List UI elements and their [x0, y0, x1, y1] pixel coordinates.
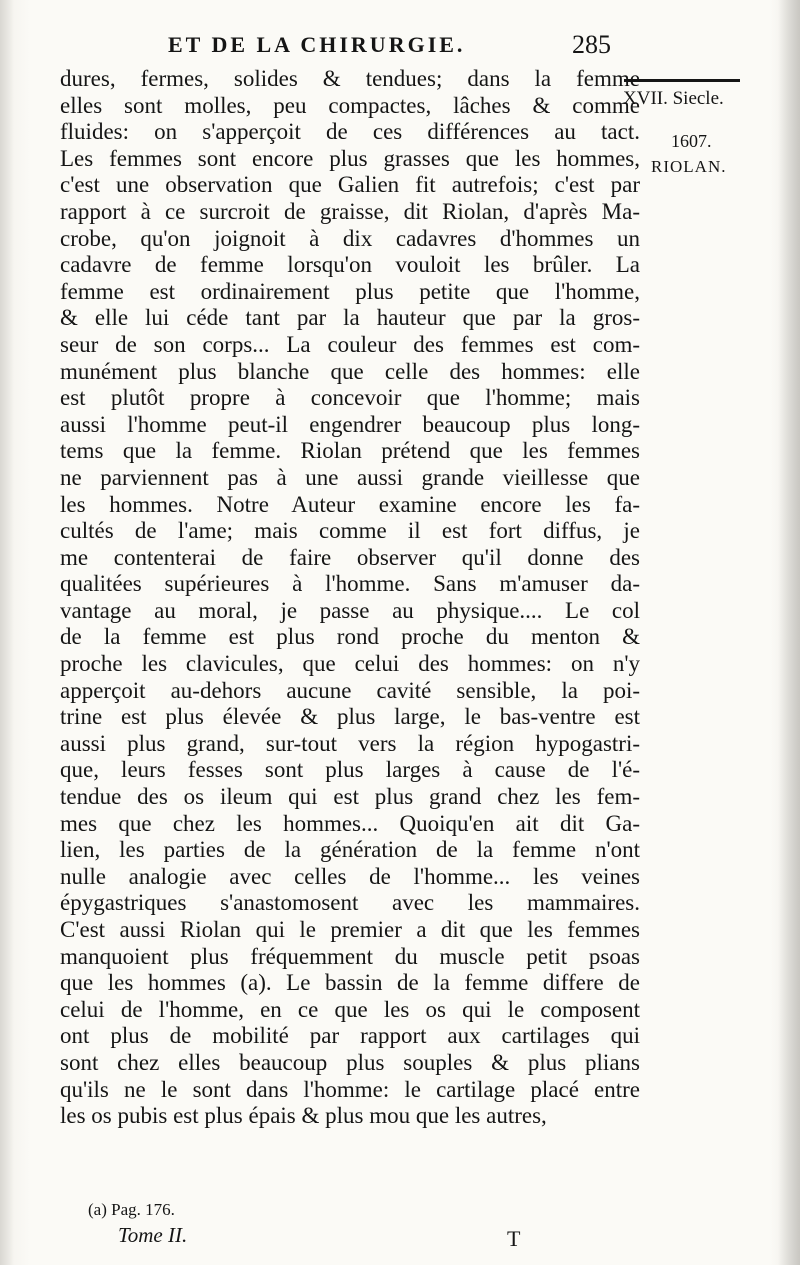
margin-note-year: 1607. — [671, 131, 712, 151]
text-line: vantage au moral, je passe au physique.... Le col — [60, 597, 640, 623]
text-line: aussi plus grand, sur-tout vers la région hypogastri- — [60, 730, 640, 756]
text-line: proche les clavicules, que celui des hommes: on n'y — [60, 651, 640, 677]
text-line: munément plus blanche que celle des hommes: elle — [60, 358, 640, 384]
text-line: tendue des os ileum qui est plus grand chez les fem- — [60, 784, 640, 810]
page-gutter-shadow — [0, 0, 14, 1265]
text-line: nulle analogie avec celles de l'homme... les veines — [60, 863, 640, 889]
text-line: épygastriques s'anastomosent avec les mammaires. — [60, 890, 640, 916]
footnote: (a) Pag. 176. — [88, 1200, 175, 1219]
text-line: trine est plus élevée & plus large, le bas-ventre est — [60, 704, 640, 730]
text-line: manquoient plus fréquemment du muscle petit psoas — [60, 943, 640, 969]
margin-note-name: RIOLAN. — [651, 157, 727, 176]
text-line: dures, fermes, solides & tendues; dans la femme — [60, 66, 640, 91]
text-line: me contenterai de faire observer qu'il donne des — [60, 544, 640, 570]
text-line: les os pubis est plus épais & plus mou que les autres, — [60, 1103, 547, 1129]
text-line: C'est aussi Riolan qui le premier a dit que les femmes — [60, 917, 640, 942]
text-line: lien, les parties de la génération de la femme n'ont — [60, 837, 640, 863]
page-edge-shadow — [778, 0, 800, 1265]
text-line: fluides: on s'apperçoit de ces différences au tact. — [60, 119, 640, 145]
text-line: crobe, qu'on joignoit à dix cadavres d'hommes un — [60, 225, 640, 251]
margin-note-century: XVII. Siecle. — [623, 88, 724, 109]
text-line: ont plus de mobilité par rapport aux cartilages qui — [60, 1023, 640, 1049]
text-line: que, leurs fesses sont plus larges à cause de l'é- — [60, 757, 640, 783]
running-title: ET DE LA CHIRURGIE. — [168, 32, 466, 57]
text-line: sont chez elles beaucoup plus souples & plus plians — [60, 1049, 640, 1075]
text-line: mes que chez les hommes... Quoiqu'en ait dit Ga- — [60, 810, 640, 836]
text-line: c'est une observation que Galien fit autrefois; c'est par — [60, 172, 640, 198]
text-line: ne parviennent pas à une aussi grande vieillesse que — [60, 464, 640, 490]
text-line: qu'ils ne le sont dans l'homme: le cartilage placé entre — [60, 1076, 640, 1102]
text-line: tems que la femme. Riolan prétend que les femmes — [60, 438, 640, 464]
text-line: aussi l'homme peut-il engendrer beaucoup plus long- — [60, 411, 640, 437]
text-line: apperçoit au-dehors aucune cavité sensible, la poi- — [60, 677, 640, 703]
text-line: cultés de l'ame; mais comme il est fort diffus, je — [60, 518, 640, 544]
text-line: femme est ordinairement plus petite que l'homme, — [60, 278, 640, 304]
volume-label: Tome II. — [118, 1223, 188, 1247]
signature-mark: T — [507, 1226, 521, 1251]
text-line: cadavre de femme lorsqu'on vouloit les brûler. La — [60, 252, 640, 278]
text-line: de la femme est plus rond proche du menton & — [60, 624, 640, 650]
text-line: seur de son corps... La couleur des femmes est com- — [60, 331, 640, 357]
text-line: que les hommes (a). Le bassin de la femme differe de — [60, 970, 640, 996]
text-line: qualitées supérieures à l'homme. Sans m'amuser da- — [60, 571, 640, 597]
text-line: est plutôt propre à concevoir que l'homme; mais — [60, 385, 640, 411]
text-line: celui de l'homme, en ce que les os qui le composent — [60, 996, 640, 1022]
page-number: 285 — [572, 30, 611, 59]
text-line: rapport à ce surcroit de graisse, dit Riolan, d'après Ma- — [60, 198, 640, 224]
margin-rule — [624, 79, 740, 82]
body-text — [60, 66, 640, 1130]
text-line: les hommes. Notre Auteur examine encore les fa- — [60, 491, 640, 517]
text-line: elles sont molles, peu compactes, lâches & comme — [60, 92, 640, 118]
text-line: & elle lui céde tant par la hauteur que par la gros- — [60, 305, 640, 331]
text-line: Les femmes sont encore plus grasses que les hommes, — [60, 145, 640, 171]
